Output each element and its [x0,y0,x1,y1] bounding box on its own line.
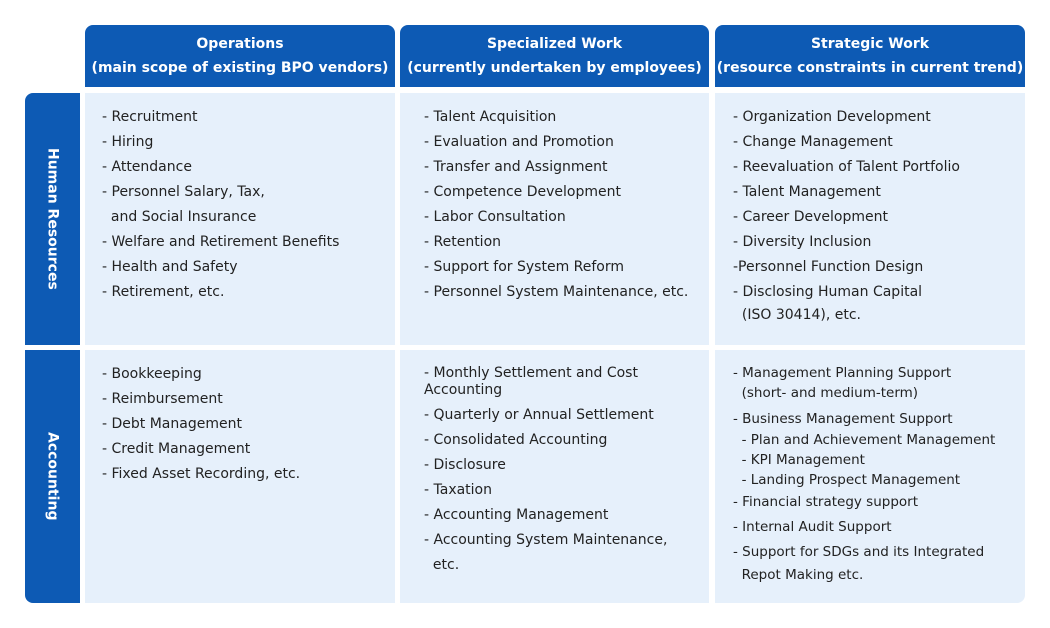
list-item: - Internal Audit Support [733,519,892,535]
list-item: - Financial strategy support [733,494,918,510]
list-item: - Health and Safety [102,259,238,275]
list-item: - Taxation [424,482,492,498]
list-item: (short- and medium-term) [733,385,919,401]
list-item: - Management Planning Support [733,365,952,381]
list-item: - KPI Management [733,452,865,468]
list-item: - Debt Management [102,416,242,432]
list-item: - Disclosing Human Capital [733,284,923,300]
list-item: etc. [424,557,460,573]
list-item: - Attendance [102,159,192,175]
list-item: - Personnel System Maintenance, etc. [424,284,689,300]
header-title: Operations [196,36,284,52]
list-item: - Quarterly or Annual Settlement [424,407,654,423]
list-item: - Fixed Asset Recording, etc. [102,466,301,482]
list-item: - Personnel Salary, Tax, [102,184,265,200]
row-label-accounting [25,350,80,603]
header-subtitle: (resource constraints in current trend) [716,60,1024,76]
list-item: - Consolidated Accounting [424,432,608,448]
list-item: - Plan and Achievement Management [733,432,996,448]
list-item: - Transfer and Assignment [424,159,608,175]
list-item: - Support for System Reform [424,259,625,275]
item-list [733,105,1025,325]
list-item: - Accounting Management [424,507,609,523]
list-item: - Career Development [733,209,888,225]
header-specialized-work [400,25,709,87]
list-item: - Retirement, etc. [102,284,225,300]
cell-accounting-specialized [400,350,709,603]
row-label-text: Human Resources [44,148,61,290]
list-item: - Organization Development [733,109,931,125]
list-item: - Business Management Support [733,411,953,427]
list-item: - Reimbursement [102,391,223,407]
item-list [424,365,709,578]
list-item: - Landing Prospect Management [733,472,961,488]
list-item: - Talent Acquisition [424,109,557,125]
row-label-text: Accounting [44,432,61,521]
list-item: - Credit Management [102,441,251,457]
list-item: - Monthly Settlement and Cost Accounting [424,365,638,398]
header-strategic-work [715,25,1025,87]
list-item: - Recruitment [102,109,198,125]
list-item: - Diversity Inclusion [733,234,872,250]
cell-accounting-strategic [715,350,1025,603]
header-title: Strategic Work [810,36,930,52]
list-item: and Social Insurance [102,209,257,225]
list-item: - Disclosure [424,457,506,473]
list-item: - Competence Development [424,184,621,200]
item-list [424,105,709,305]
list-item: (ISO 30414), etc. [733,307,861,323]
cell-accounting-operations [85,350,395,603]
item-list [102,105,395,305]
list-item: - Bookkeeping [102,366,202,382]
list-item: - Welfare and Retirement Benefits [102,234,340,250]
cell-hr-operations [85,93,395,345]
item-list [102,362,395,487]
list-item: - Evaluation and Promotion [424,134,614,150]
list-item: - Reevaluation of Talent Portfolio [733,159,960,175]
header-title: Specialized Work [486,36,623,52]
row-label-human-resources [25,93,80,345]
cell-hr-strategic [715,93,1025,345]
list-item: - Accounting System Maintenance, [424,532,668,548]
list-item: - Hiring [102,134,154,150]
list-item: - Retention [424,234,502,250]
list-item: - Talent Management [733,184,881,200]
list-item: - Change Management [733,134,893,150]
list-item: - Support for SDGs and its Integrated [733,544,985,560]
header-operations [85,25,395,87]
header-subtitle: (currently undertaken by employees) [407,60,702,76]
list-item: - Labor Consultation [424,209,566,225]
list-item: Repot Making etc. [733,567,864,583]
header-subtitle: (main scope of existing BPO vendors) [91,60,389,76]
item-list [733,362,1025,585]
list-item: -Personnel Function Design [733,259,924,275]
cell-hr-specialized [400,93,709,345]
